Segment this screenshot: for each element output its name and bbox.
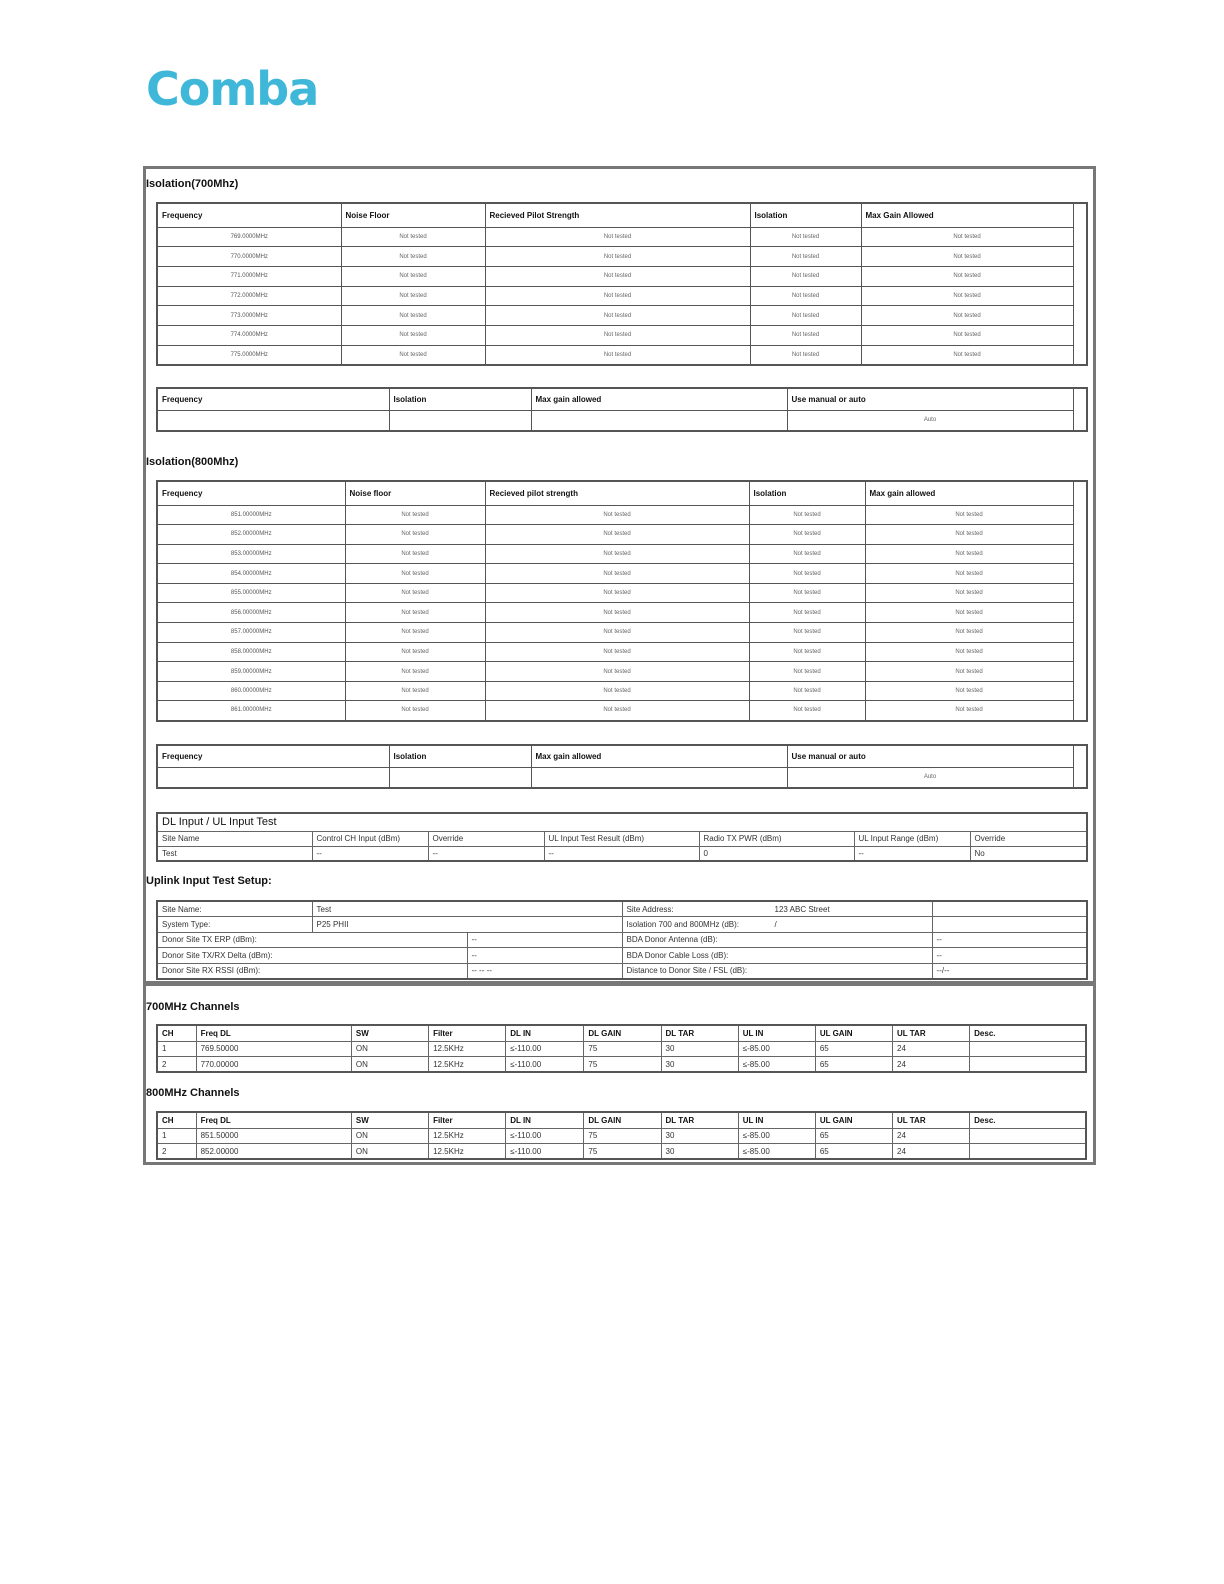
table-row: 855.00000MHz Not tested Not tested Not tested Not tested: [157, 583, 1087, 603]
table-row: 2 770.00000 ON 12.5KHz ≤-110.00 75 30 ≤-85.00 65 24: [157, 1057, 1086, 1073]
scrollbar-track[interactable]: [1073, 388, 1087, 431]
isolation-700-summary: Frequency Isolation Max gain allowed Use manual or auto Auto: [156, 387, 1088, 432]
table-row: 769.0000MHz Not tested Not tested Not tested Not tested: [157, 227, 1087, 247]
uplink-setup-title: Uplink Input Test Setup:: [146, 875, 272, 887]
table-row: 774.0000MHz Not tested Not tested Not tested Not tested: [157, 325, 1087, 345]
isolation-800-title: Isolation(800Mhz): [146, 456, 239, 468]
uplink-setup-table: Site Name: Test Site Address: 123 ABC Street System Type: P25 PHII Isolation 700 and 800MHz (dB): / Donor Site TX ERP (dBm): -- BDA Donor Antenna (dB): -- Donor Site TX/RX Delta (dBm): -- BDA Donor Cable Loss (dB): -- Donor Site RX RSSI (dBm): -- -- -- Distance to Donor Site / FSL (dB): --/--: [156, 900, 1088, 980]
col-noise-floor: Noise Floor: [341, 203, 485, 227]
channels-700-table: CH Freq DL SW Filter DL IN DL GAIN DL TAR UL IN UL GAIN UL TAR Desc. 1 769.50000 ON 12.5KHz ≤-110.00 75 30 ≤-85.00 65 24 2 770.00000 ON 12.5KHz ≤-110.00 75 30 ≤-85.00 65 24: [156, 1024, 1087, 1073]
isolation-700-table: [156, 202, 1088, 366]
table-row: 772.0000MHz Not tested Not tested Not tested Not tested: [157, 286, 1087, 306]
table-row: 858.00000MHz Not tested Not tested Not tested Not tested: [157, 642, 1087, 662]
table-row: 775.0000MHz Not tested Not tested Not tested Not tested: [157, 345, 1087, 365]
scrollbar-track[interactable]: [1073, 203, 1087, 365]
table-row: 853.00000MHz Not tested Not tested Not tested Not tested: [157, 544, 1087, 564]
scrollbar-track[interactable]: [1073, 481, 1087, 721]
table-row: 856.00000MHz Not tested Not tested Not tested Not tested: [157, 603, 1087, 623]
isolation-800-table: Frequency Noise floor Recieved pilot strength Isolation Max gain allowed 851.00000MHz Not tested Not tested Not tested Not tested 852.00000MHz Not tested Not tested Not tested Not tested 853.00000MHz Not tested Not tested Not tested Not tested 854.00000MHz Not tested Not tested Not tested Not tested 855.00000MHz Not tested Not tested Not tested Not tested 856.00000MHz Not tested Not tested Not tested Not tested 857.00000MHz Not tested Not tested Not tested Not tested 858.00000MHz Not tested Not tested Not tested Not tested 859.00000MHz Not tested Not tested Not tested Not tested 860.00000MHz Not tested Not tested Not tested Not tested 861.00000MHz Not tested Not tested Not tested Not tested: [156, 480, 1088, 722]
table-row: 860.00000MHz Not tested Not tested Not tested Not tested: [157, 681, 1087, 701]
table-row: 852.00000MHz Not tested Not tested Not tested Not tested: [157, 525, 1087, 545]
table-row: 1 769.50000 ON 12.5KHz ≤-110.00 75 30 ≤-85.00 65 24: [157, 1041, 1086, 1057]
channels-700-title: 700MHz Channels: [146, 1001, 240, 1013]
channels-800-title: 800MHz Channels: [146, 1087, 240, 1099]
isolation-700-title: Isolation(700Mhz): [146, 178, 239, 190]
table-row: 861.00000MHz Not tested Not tested Not tested Not tested: [157, 701, 1087, 721]
isolation-800-summary: Frequency Isolation Max gain allowed Use manual or auto Auto: [156, 744, 1088, 789]
table-row: 859.00000MHz Not tested Not tested Not tested Not tested: [157, 662, 1087, 682]
table-row: 1 851.50000 ON 12.5KHz ≤-110.00 75 30 ≤-85.00 65 24: [157, 1128, 1086, 1144]
table-row: 854.00000MHz Not tested Not tested Not tested Not tested: [157, 564, 1087, 584]
dl-ul-input-test-table: DL Input / UL Input Test Site Name Control CH Input (dBm) Override UL Input Test Result (dBm) Radio TX PWR (dBm) UL Input Range (dBm) Override Test -- -- -- 0 -- No: [156, 812, 1088, 862]
mode-value: Auto: [787, 767, 1073, 788]
channels-800-table: CH Freq DL SW Filter DL IN DL GAIN DL TAR UL IN UL GAIN UL TAR Desc. 1 851.50000 ON 12.5KHz ≤-110.00 75 30 ≤-85.00 65 24 2 852.00000 ON 12.5KHz ≤-110.00 75 30 ≤-85.00 65 24: [156, 1111, 1087, 1160]
comba-logo: Comba: [146, 62, 319, 116]
col-frequency: Frequency: [157, 203, 341, 227]
table-row: 771.0000MHz Not tested Not tested Not tested Not tested: [157, 266, 1087, 286]
dl-ul-title: DL Input / UL Input Test: [157, 813, 1087, 831]
col-max-gain: Max Gain Allowed: [861, 203, 1073, 227]
scrollbar-track[interactable]: [1073, 745, 1087, 788]
table-row: 770.0000MHz Not tested Not tested Not tested Not tested: [157, 247, 1087, 267]
mode-value: Auto: [787, 410, 1073, 431]
table-row: 773.0000MHz Not tested Not tested Not tested Not tested: [157, 306, 1087, 326]
table-row: 857.00000MHz Not tested Not tested Not tested Not tested: [157, 623, 1087, 643]
table-row: 851.00000MHz Not tested Not tested Not tested Not tested: [157, 505, 1087, 525]
col-pilot-strength: Recieved Pilot Strength: [485, 203, 750, 227]
col-isolation: Isolation: [750, 203, 861, 227]
table-row: 2 852.00000 ON 12.5KHz ≤-110.00 75 30 ≤-85.00 65 24: [157, 1144, 1086, 1160]
